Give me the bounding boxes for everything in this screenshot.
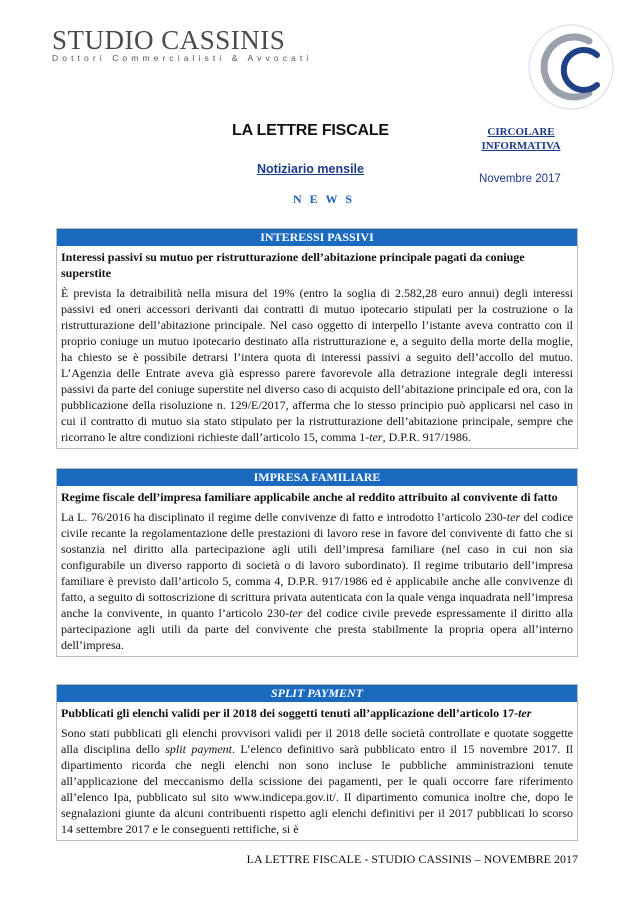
body-emphasis: ter <box>289 606 303 620</box>
logo-name: STUDIO CASSINIS <box>52 25 286 55</box>
section-interessi-passivi <box>56 228 578 449</box>
section-heading <box>57 702 577 721</box>
section-impresa-familiare <box>56 468 578 657</box>
page-footer: LA LETTRE FISCALE - STUDIO CASSINIS – NOVEMBRE 2017 <box>246 852 578 866</box>
body-text: del codice civile prevede espressamente il diritto alla partecipazione agli utili da parte del convivente che presta stabilmente la propria opera all’interno dell’impresa. <box>61 606 573 652</box>
section-header: INTERESSI PASSIVI <box>57 229 577 246</box>
issue-date: Novembre 2017 <box>479 173 561 185</box>
heading-emphasis: ter <box>518 706 532 720</box>
section-header: IMPRESA FAMILIARE <box>57 469 577 486</box>
body-emphasis: ter <box>506 510 521 524</box>
section-header: SPLIT PAYMENT <box>57 685 577 702</box>
section-body <box>57 281 577 448</box>
body-text: . L’elenco definitivo sarà pubblicato entro il 15 novembre 2017. Il dipartimento ricorda che negli elenchi non sono incluse le pubbliche amministrazioni tenute all’applicazione del meccanismo della scissione dei pagamenti, per le quali occorre fare riferimento all’elenco Ipa, pubblicato sul sito www.indicepa.gov.it/. Il dipartimento comunica inoltre che, dopo le segnalazioni giunte da alcuni contribuenti rispetto agli elenchi definitivi per il 2017 pubblicati lo scorso 14 settembre 2017 e le conseguenti rettifiche, si è <box>61 742 573 836</box>
news-label: N E W S <box>293 192 355 206</box>
newsletter-title: LA LETTRE FISCALE <box>232 122 389 139</box>
body-text: È prevista la detraibilità nella misura del 19% (entro la soglia di 2.582,28 euro annui) degli interessi passivi ed oneri accessori derivanti dai contratti di mutuo ipotecario stipulati per la costruzione o la ristrutturazione dell’abitazione principale. Nel caso oggetto di interpello l’istante aveva contratto con il proprio coniuge un mutuo ipotecario destinato alla ristrutturazione e, a seguito della morte della moglie, ha chiesto se è possibile detrarsi l’intera quota di interessi passivi a seguito dell’accollo del mutuo. L’Agenzia delle Entrate aveva già espresso parere favorevole alla detrazione integrale degli interessi passivi da parte del coniuge superstite nel diverso caso di acquisto dell’abitazione principale ed ora, con la pubblicazione della risoluzione n. 129/E/2017, afferma che lo stesso principio può applicarsi nel caso in cui il contratto di mutuo sia stato stipulato per la ristrutturazione dell’abitazione principale, sempre che ricorrano le altre condizioni richieste dall’articolo 15, comma 1- <box>61 286 573 444</box>
body-text: La L. 76/2016 ha disciplinato il regime delle convivenze di fatto e introdotto l’articolo 230- <box>61 510 507 524</box>
body-text: , D.P.R. 917/1986. <box>382 430 471 444</box>
cc-logo-icon <box>527 23 615 111</box>
circolare-link[interactable]: CIRCOLARE INFORMATIVA <box>481 126 561 152</box>
heading-text: Pubblicati gli elenchi validi per il 2018 dei soggetti tenuti all’applicazione dell’articolo 17- <box>61 706 519 720</box>
body-text: del codice civile recante la regolamentazione delle prestazioni di lavoro rese in favore del convivente di fatto che si sostanzia nel diritto alla partecipazione agli utili dell’impresa familiare (nel caso in cui non sia configurabile un diverso rapporto di società o di lavoro subordinato). Il regime tributario dell’impresa familiare è previsto dall’articolo 5, comma 4, D.P.R. 917/1986 ed è applicabile anche alle convivenze di fatto, a seguito di sottoscrizione di scrittura privata autenticata con la quale venga inquadrata nell’impresa anche la convivente, in quanto l’articolo 230- <box>61 510 573 620</box>
body-text: Sono stati pubblicati gli elenchi provvisori validi per il 2018 delle società controllate e quotate soggette alla disciplina dello <box>61 726 573 756</box>
section-split-payment <box>56 684 578 841</box>
body-emphasis: split payment <box>165 742 232 756</box>
body-emphasis: ter <box>369 430 383 444</box>
section-body <box>57 505 577 656</box>
logo-tagline: Dottori Commercialisti & Avvocati <box>52 53 313 63</box>
section-heading: Regime fiscale dell’impresa familiare applicabile anche al reddito attribuito al convivente di fatto <box>61 490 558 504</box>
section-body <box>57 721 577 840</box>
section-heading: Interessi passivi su mutuo per ristrutturazione dell’abitazione principale pagati da coniuge superstite <box>61 250 525 280</box>
studio-logo <box>52 26 312 63</box>
newsletter-subtitle: Notiziario mensile <box>257 162 364 176</box>
